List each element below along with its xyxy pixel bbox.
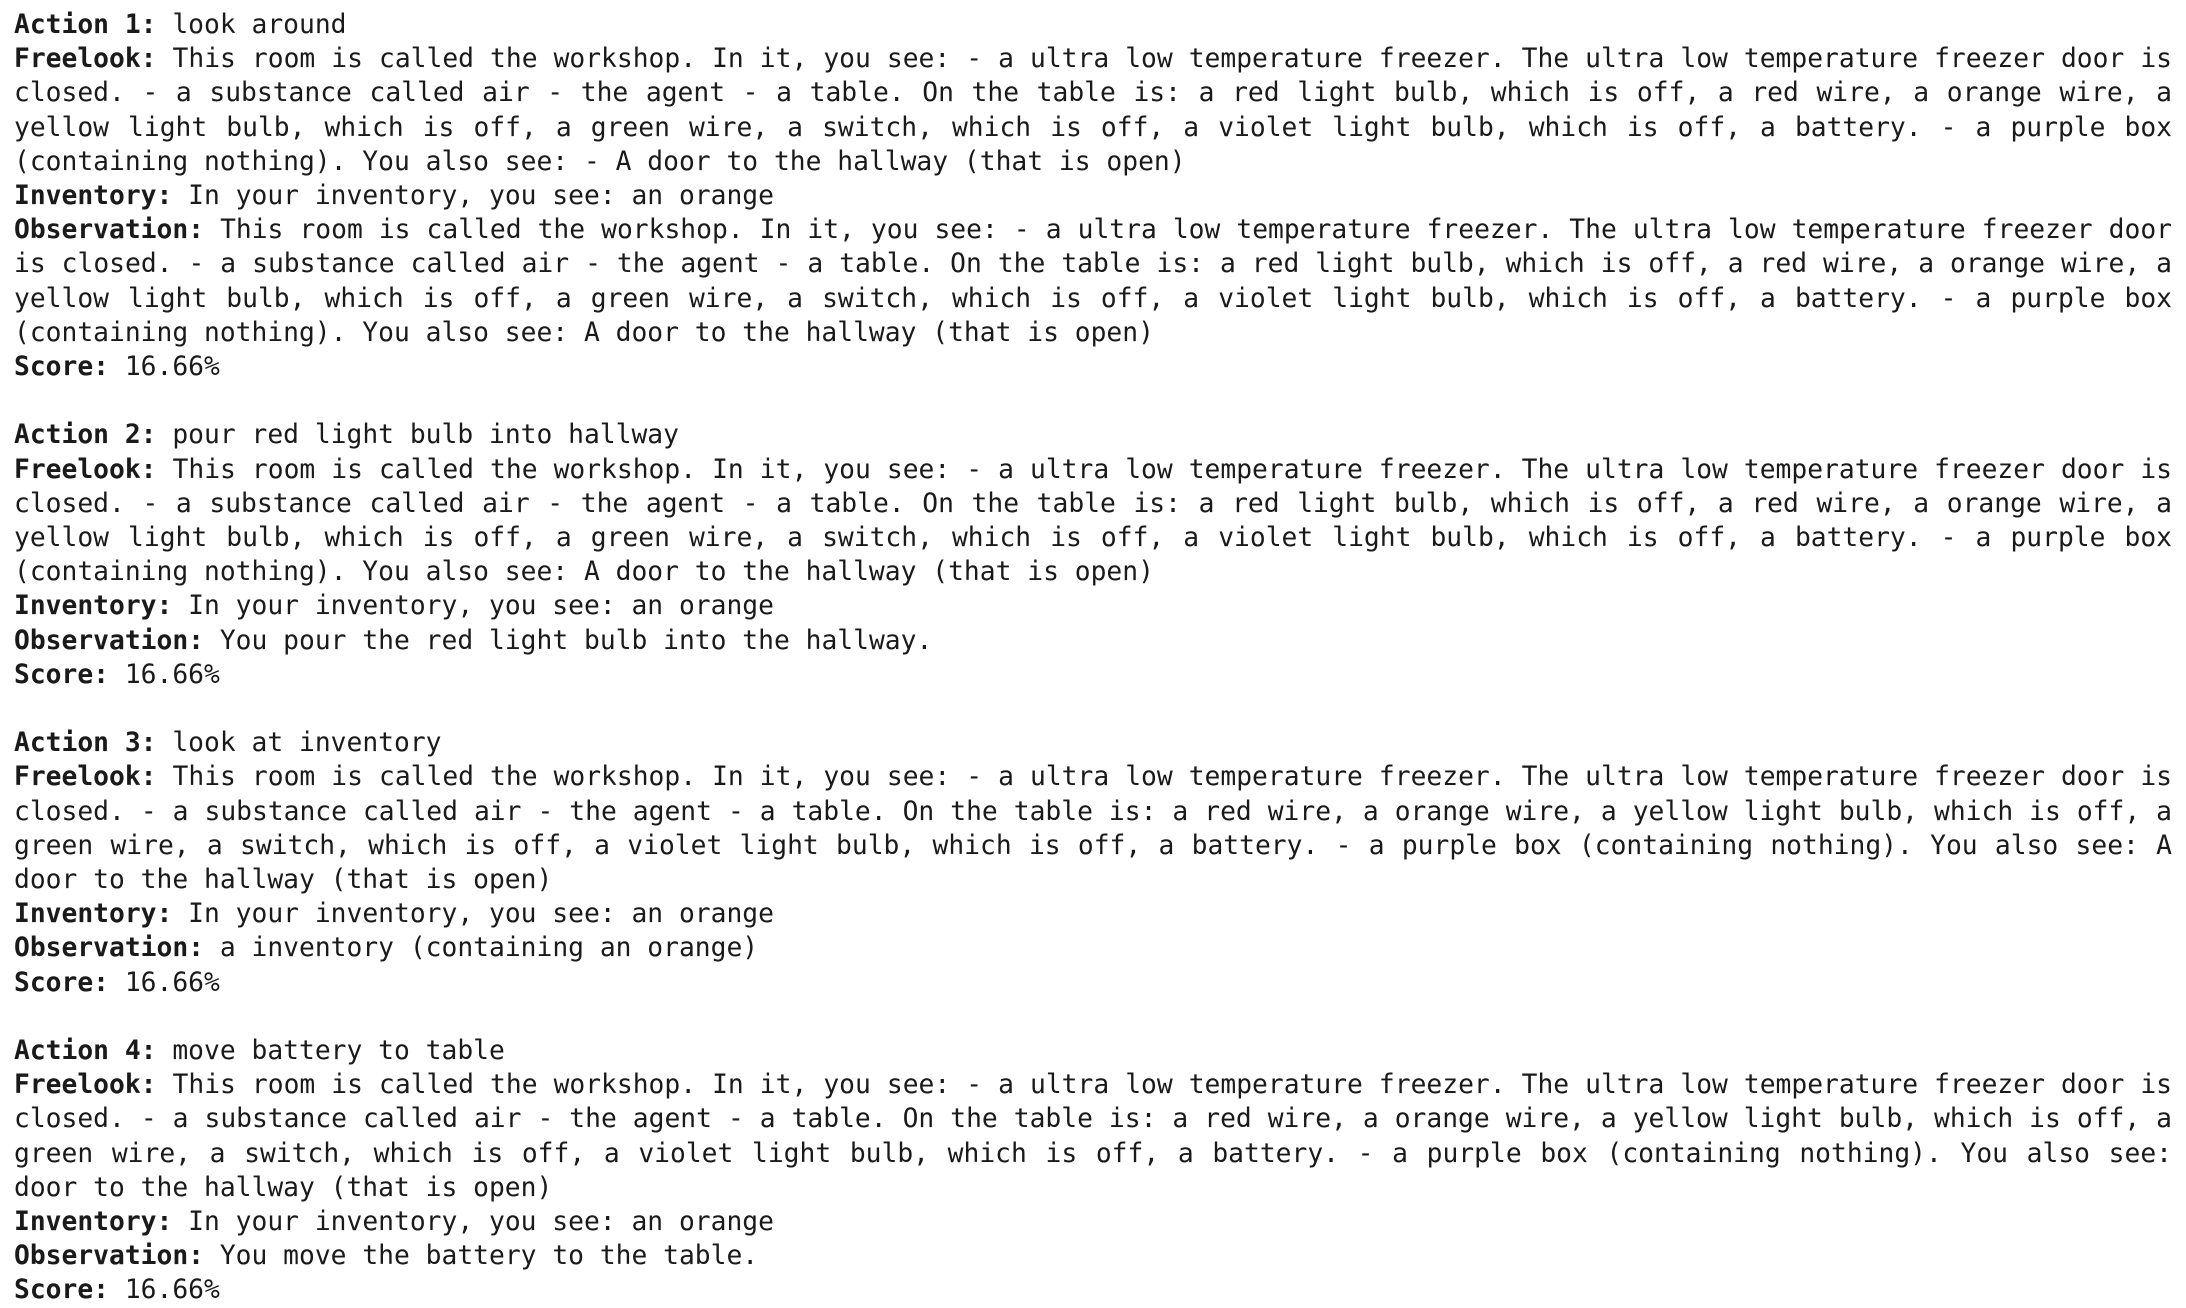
score-line	[14, 966, 2172, 1000]
freelook-text: This room is called the workshop. In it, you see: - a ultra low temperature freezer. The ultra low temperature freezer door is closed. - a substance called air - the agent - a table. On the table is: a red light bulb, which is off, a red wire, a orange wire, a yellow light bulb, which is off, a green wire, a switch, which is off, a violet light bulb, which is off, a battery. - a purple box (containing nothing). You also see: - A door to the hallway (that is open)	[14, 44, 2172, 177]
action-text: look at inventory	[172, 728, 442, 759]
inventory-label: Inventory:	[14, 591, 173, 622]
action-line	[14, 1034, 2172, 1068]
score-line	[14, 350, 2172, 384]
observation-text: This room is called the workshop. In it, you see: - a ultra low temperature freezer. The ultra low temperature freezer door is closed. - a substance called air - the agent - a table. On the table is: a red light bulb, which is off, a red wire, a orange wire, a yellow light bulb, which is off, a green wire, a switch, which is off, a violet light bulb, which is off, a battery. - a purple box (containing nothing). You also see: A door to the hallway (that is open)	[14, 215, 2172, 348]
action-line	[14, 8, 2172, 42]
inventory-line	[14, 1205, 2172, 1239]
inventory-text: In your inventory, you see: an orange	[188, 181, 774, 212]
freelook-line	[14, 760, 2172, 897]
action-entry-1	[14, 8, 2172, 384]
inventory-label: Inventory:	[14, 181, 173, 212]
score-line	[14, 658, 2172, 692]
freelook-line	[14, 1068, 2172, 1205]
freelook-label: Freelook:	[14, 44, 157, 75]
score-label: Score:	[14, 659, 109, 690]
score-label: Score:	[14, 967, 109, 998]
observation-text: You move the battery to the table.	[219, 1241, 759, 1272]
action-text: look around	[172, 10, 347, 40]
score-value: 16.66%	[124, 659, 220, 690]
action-label: Action 2:	[14, 420, 157, 451]
score-value: 16.66%	[124, 352, 220, 383]
inventory-text: In your inventory, you see: an orange	[188, 1207, 774, 1238]
inventory-text: In your inventory, you see: an orange	[188, 591, 774, 622]
freelook-text: This room is called the workshop. In it, you see: - a ultra low temperature freezer. The ultra low temperature freezer door is closed. - a substance called air - the agent - a table. On the table is: a red wire, a orange wire, a yellow light bulb, which is off, a green wire, a switch, which is off, a violet light bulb, which is off, a battery. - a purple box (containing nothing). You also see: door to the hallway (that is open)	[14, 1070, 2172, 1203]
inventory-label: Inventory:	[14, 1207, 173, 1238]
inventory-line	[14, 897, 2172, 931]
action-entry-4	[14, 1034, 2172, 1308]
action-line	[14, 726, 2172, 760]
observation-line	[14, 624, 2172, 658]
observation-text: a inventory (containing an orange)	[219, 933, 759, 964]
action-text: pour red light bulb into hallway	[172, 420, 679, 451]
inventory-line	[14, 179, 2172, 213]
freelook-label: Freelook:	[14, 454, 157, 485]
observation-label: Observation:	[14, 215, 204, 246]
action-entry-2	[14, 418, 2172, 692]
observation-line	[14, 1239, 2172, 1273]
inventory-label: Inventory:	[14, 899, 173, 930]
freelook-line	[14, 453, 2172, 590]
freelook-label: Freelook:	[14, 1070, 157, 1101]
score-value: 16.66%	[124, 1275, 220, 1306]
inventory-line	[14, 589, 2172, 623]
inventory-text: In your inventory, you see: an orange	[188, 899, 774, 930]
observation-label: Observation:	[14, 1241, 204, 1272]
freelook-line	[14, 42, 2172, 179]
action-label: Action 3:	[14, 728, 157, 759]
observation-label: Observation:	[14, 625, 204, 656]
action-text: move battery to table	[172, 1036, 505, 1067]
action-line	[14, 418, 2172, 452]
action-label: Action 4:	[14, 1036, 157, 1067]
action-label: Action 1:	[14, 10, 157, 40]
score-value: 16.66%	[124, 967, 220, 998]
action-entry-3	[14, 726, 2172, 1000]
freelook-text: This room is called the workshop. In it, you see: - a ultra low temperature freezer. The ultra low temperature freezer door is closed. - a substance called air - the agent - a table. On the table is: a red wire, a orange wire, a yellow light bulb, which is off, a green wire, a switch, which is off, a violet light bulb, which is off, a battery. - a purple box (containing nothing). You also see: A door to the hallway (that is open)	[14, 762, 2172, 896]
score-label: Score:	[14, 1275, 109, 1306]
observation-label: Observation:	[14, 933, 204, 964]
score-label: Score:	[14, 352, 109, 383]
observation-line	[14, 213, 2172, 350]
freelook-label: Freelook:	[14, 762, 157, 793]
observation-text: You pour the red light bulb into the hallway.	[219, 625, 933, 656]
observation-line	[14, 931, 2172, 965]
score-line	[14, 1273, 2172, 1307]
freelook-text: This room is called the workshop. In it, you see: - a ultra low temperature freezer. The ultra low temperature freezer door is closed. - a substance called air - the agent - a table. On the table is: a red light bulb, which is off, a red wire, a orange wire, a yellow light bulb, which is off, a green wire, a switch, which is off, a violet light bulb, which is off, a battery. - a purple box (containing nothing). You also see: A door to the hallway (that is open)	[14, 454, 2172, 588]
